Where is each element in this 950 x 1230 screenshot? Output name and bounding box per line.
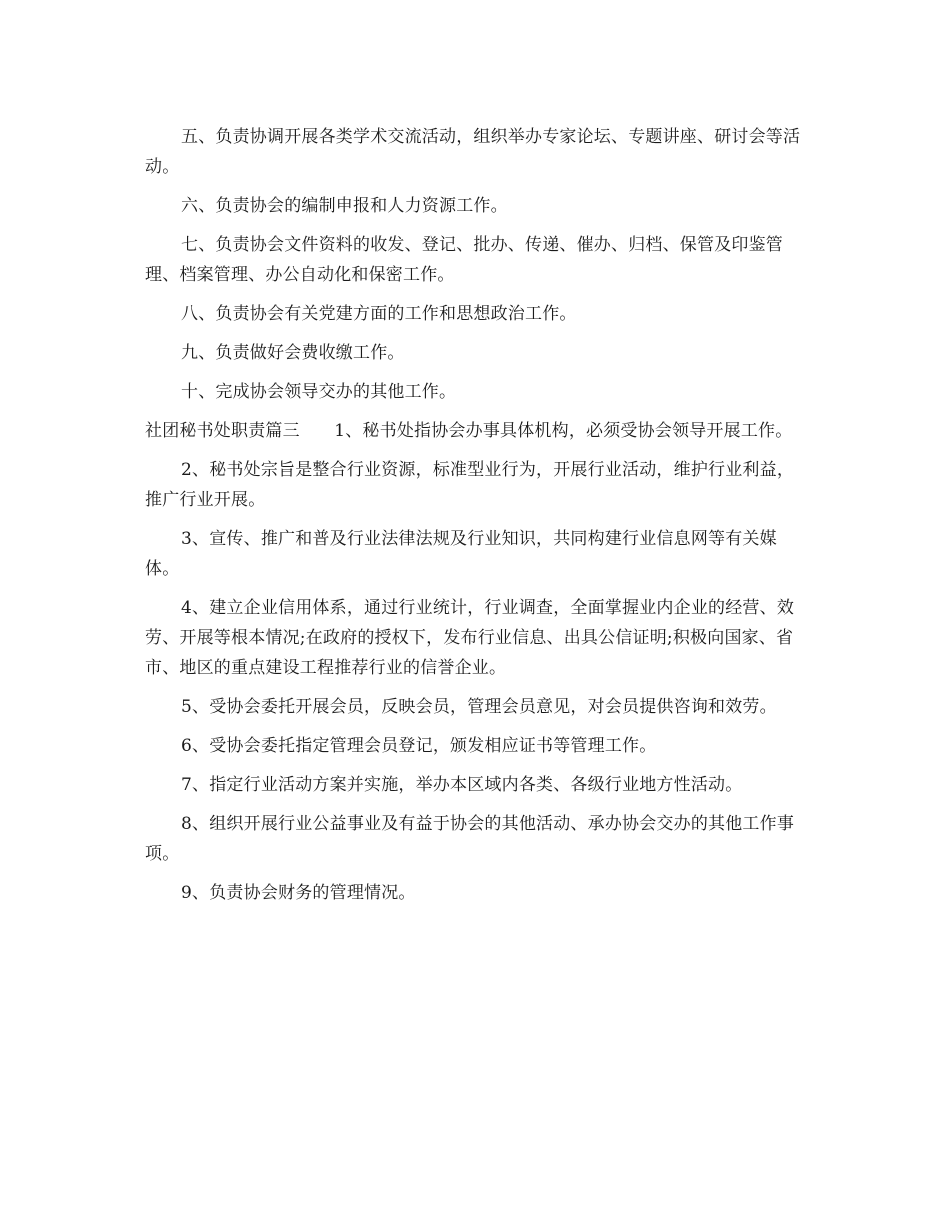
paragraph-item-8: 八、负责协会有关党建方面的工作和思想政治工作。 [181, 304, 577, 324]
section-heading-paragraph [145, 416, 810, 446]
paragraph-duty-9: 9、负责协会财务的管理情况。 [181, 883, 416, 903]
paragraph-duty-7: 7、指定行业活动方案并实施，举办本区域内各类、各级行业地方性活动。 [181, 775, 743, 795]
paragraph-item-7: 七、负责协会文件资料的收发、登记、批办、传递、催办、归档、保管及印鉴管理、档案管理、办公自动化和保密工作。 [145, 235, 783, 285]
paragraph-item-9: 九、负责做好会费收缴工作。 [181, 343, 405, 363]
paragraph-item-10: 十、完成协会领导交办的其他工作。 [181, 382, 457, 402]
paragraph-duty-6: 6、受协会委托指定管理会员登记，颁发相应证书等管理工作。 [181, 736, 657, 756]
section-first-item: 1、秘书处指协会办事具体机构，必须受协会领导开展工作。 [334, 421, 793, 441]
paragraph-item-5: 五、负责协调开展各类学术交流活动，组织举办专家论坛、专题讲座、研讨会等活动。 [145, 127, 801, 177]
paragraph-duty-2: 2、秘书处宗旨是整合行业资源，标准型业行为，开展行业活动，维护行业利益，推广行业开展。 [145, 460, 795, 510]
paragraph-duty-4: 4、建立企业信用体系，通过行业统计，行业调查，全面掌握业内企业的经营、效劳、开展等根本情况;在政府的授权下，发布行业信息、出具公信证明;积极向国家、省市、地区的重点建设工程推荐行业的信誉企业。 [145, 598, 795, 678]
paragraph-duty-3: 3、宣传、推广和普及行业法律法规及行业知识，共同构建行业信息网等有关媒体。 [145, 529, 777, 579]
paragraph-duty-5: 5、受协会委托开展会员，反映会员，管理会员意见，对会员提供咨询和效劳。 [181, 697, 777, 717]
paragraph-item-6: 六、负责协会的编制申报和人力资源工作。 [181, 196, 508, 216]
document-body [145, 122, 810, 917]
section-gap [300, 421, 334, 441]
section-heading: 社团秘书处职责篇三 [145, 421, 300, 441]
paragraph-duty-8: 8、组织开展行业公益事业及有益于协会的其他活动、承办协会交办的其他工作事项。 [145, 814, 795, 864]
